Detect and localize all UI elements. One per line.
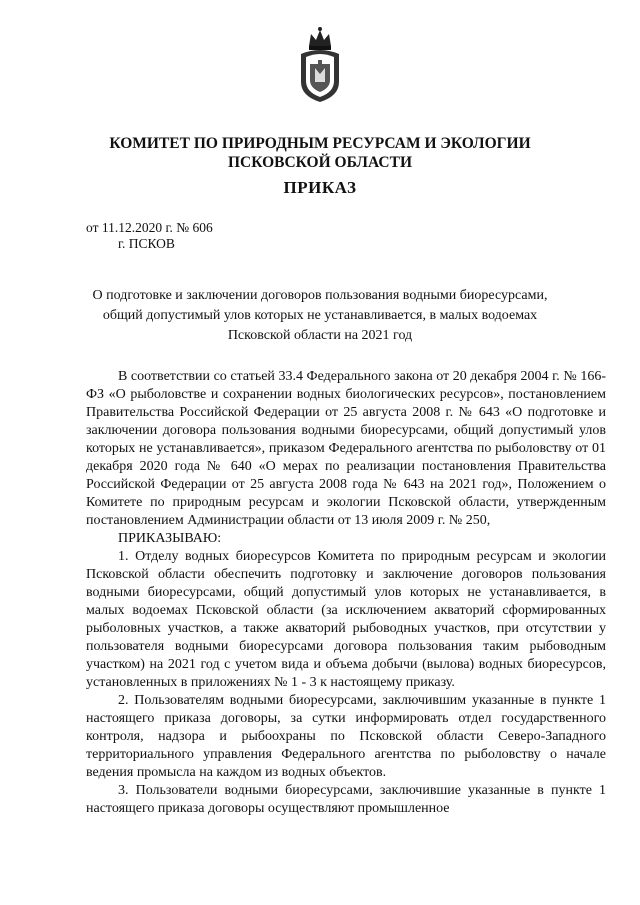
- preamble-paragraph: В соответствии со статьей 33.4 Федерального закона от 20 декабря 2004 г. № 166-ФЗ «О рыболовстве и сохранении водных биологических ресурсов», постановлением Правительства Российской Федерации от 25 августа 2008 г. № 643 «О подготовке и заключении договора пользования водными биоресурсами, общий допустимый улов которых не устанавливается», приказом Федерального агентства по рыболовству от 01 декабря 2020 года № 640 «О мерах по реализации постановления Правительства Российской Федерации от 25 августа 2008 года № 643 на 2021 год», Положением о Комитете по природным ресурсам и экологии Псковской области, утвержденным постановлением Администрации области от 13 июля 2009 г. № 250,: [86, 369, 606, 528]
- subject-line-3: Псковской области на 2021 год: [227, 328, 413, 343]
- item-1-paragraph: 1. Отделу водных биоресурсов Комитета по природным ресурсам и экологии Псковской области обеспечить подготовку и заключение договоров пользования водными биоресурсами, общий допустимый улов которых не устанавливается, в малых водоемах Псковской области (за исключением акваторий сформированных рыболовных участков, а также акваторий рыбоводных участков, при отсутствии у пользователя водными биоресурсами договора пользования таким рыбоводным участком) на 2021 год с учетом вида и объема добычи (вылова) водных биоресурсов, установленных в приложениях № 1 - 3 к настоящему приказу.: [86, 549, 606, 690]
- subject-line-1: О подготовке и заключении договоров пользования водными биоресурсами,: [92, 288, 548, 303]
- subject-line-2: общий допустимый улов которых не устанавливается, в малых водоемах: [102, 308, 538, 323]
- organization-name: [40, 134, 600, 172]
- document-body: [86, 368, 606, 818]
- document-subject: [70, 286, 570, 346]
- item-3-paragraph: 3. Пользователи водными биоресурсами, заключившие указанные в пункте 1 настоящего приказа договоры осуществляют промышленное: [86, 783, 606, 816]
- org-line-1: КОМИТЕТ ПО ПРИРОДНЫМ РЕСУРСАМ И ЭКОЛОГИИ: [109, 135, 531, 152]
- org-line-2: ПСКОВСКОЙ ОБЛАСТИ: [227, 154, 412, 171]
- item-2-paragraph: 2. Пользователям водными биоресурсами, заключившим указанные в пункте 1 настоящего приказа договоры, за сутки информировать отдел государственного контроля, надзора и рыбоохраны по Псковской области Северо-Западного территориального управления Федерального агентства по рыболовству о начале ведения промысла на каждом из водных объектов.: [86, 693, 606, 780]
- coat-of-arms-icon: [297, 24, 343, 104]
- date-number: от 11.12.2020 г. № 606: [86, 220, 213, 235]
- document-type: ПРИКАЗ: [283, 178, 357, 197]
- decree-heading: ПРИКАЗЫВАЮ:: [118, 531, 222, 546]
- city: г. ПСКОВ: [118, 236, 175, 251]
